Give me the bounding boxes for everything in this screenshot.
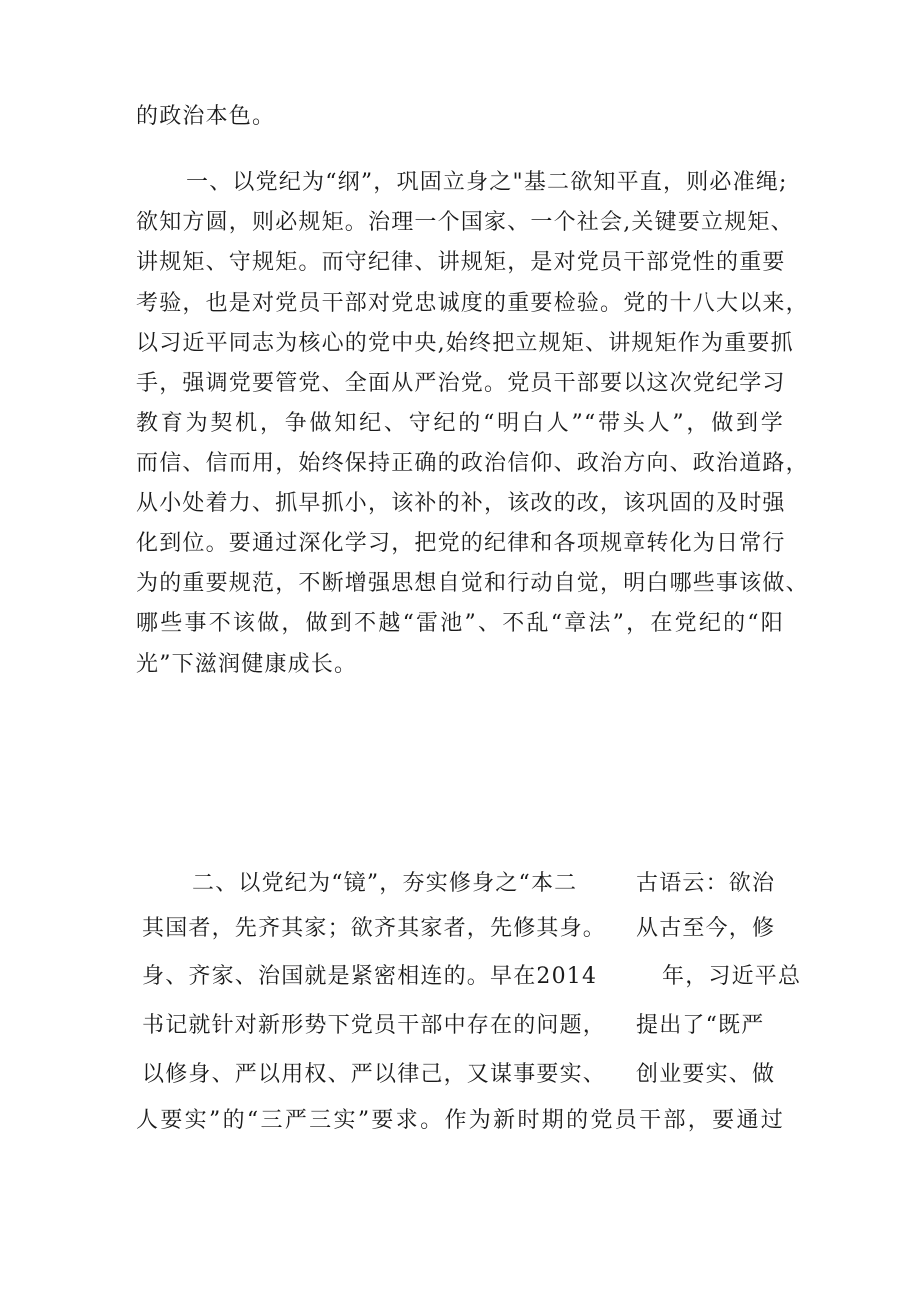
paragraph-2-left-segment: 以修身、严以用权、严以律己，又谋事要实、 [142, 1062, 607, 1087]
paragraph-1-line: 讲规矩、守规矩。而守纪律、讲规矩，是对党员干部党性的重要 [136, 250, 786, 275]
paragraph-2-left-segment: 身、齐家、治国就是紧密相连的。早在2014 [142, 964, 598, 989]
paragraph-1-line: 化到位。要通过深化学习，把党的纪律和各项规章转化为日常行 [136, 531, 786, 556]
paragraph-2-left-segment: 二、以党纪为“镜”，夯实修身之“本二 [192, 871, 578, 896]
paragraph-1-line: 教育为契机，争做知纪、守纪的“明白人”“带头人”，做到学 [136, 411, 784, 436]
paragraph-2-right-segment: 创业要实、做 [636, 1062, 776, 1087]
paragraph-1-line: 以习近平同志为核心的党中央,始终把立规矩、讲规矩作为重要抓 [136, 331, 794, 356]
paragraph-1-line: 手，强调党要管党、全面从严治党。党员干部要以这次党纪学习 [136, 371, 786, 396]
paragraph-2-line: 人要实”的“三严三实”要求。作为新时期的党员干部，要通过 [136, 1108, 784, 1133]
paragraph-2-right-segment: 从古至今，修 [636, 916, 776, 941]
paragraph-2-right-segment: 年，习近平总 [662, 964, 802, 989]
paragraph-2-right-segment: 提出了“既严 [636, 1013, 765, 1038]
paragraph-1-line: 光”下滋润健康成长。 [136, 652, 358, 677]
paragraph-1-line: 考验，也是对党员干部对党忠诚度的重要检验。党的十八大以来， [136, 291, 809, 316]
paragraph-1-line: 而信、信而用，始终保持正确的政治信仰、政治方向、政治道路， [136, 451, 809, 476]
paragraph-1-line: 从小处着力、抓早抓小，该补的补，该改的改，该巩固的及时强 [136, 491, 786, 516]
paragraph-2-left-segment: 书记就针对新形势下党员干部中存在的问题， [142, 1013, 607, 1038]
paragraph-1-line: 一、以党纪为“纲”，巩固立身之"基二欲知平直，则必准绳; [186, 170, 788, 195]
paragraph-1-line: 哪些事不该做，做到不越“雷池”、不乱“章法”，在党纪的“阳 [136, 611, 784, 636]
paragraph-2-right-segment: 古语云：欲治 [636, 871, 776, 896]
paragraph-0-line-1: 的政治本色。 [136, 104, 276, 129]
paragraph-2-left-segment: 其国者，先齐其家；欲齐其家者，先修其身。 [142, 916, 607, 941]
paragraph-1-line: 欲知方圆，则必规矩。治理一个国家、一个社会,关键要立规矩、 [136, 210, 794, 235]
paragraph-1-line: 为的重要规范，不断增强思想自觉和行动自觉，明白哪些事该做、 [136, 571, 809, 596]
